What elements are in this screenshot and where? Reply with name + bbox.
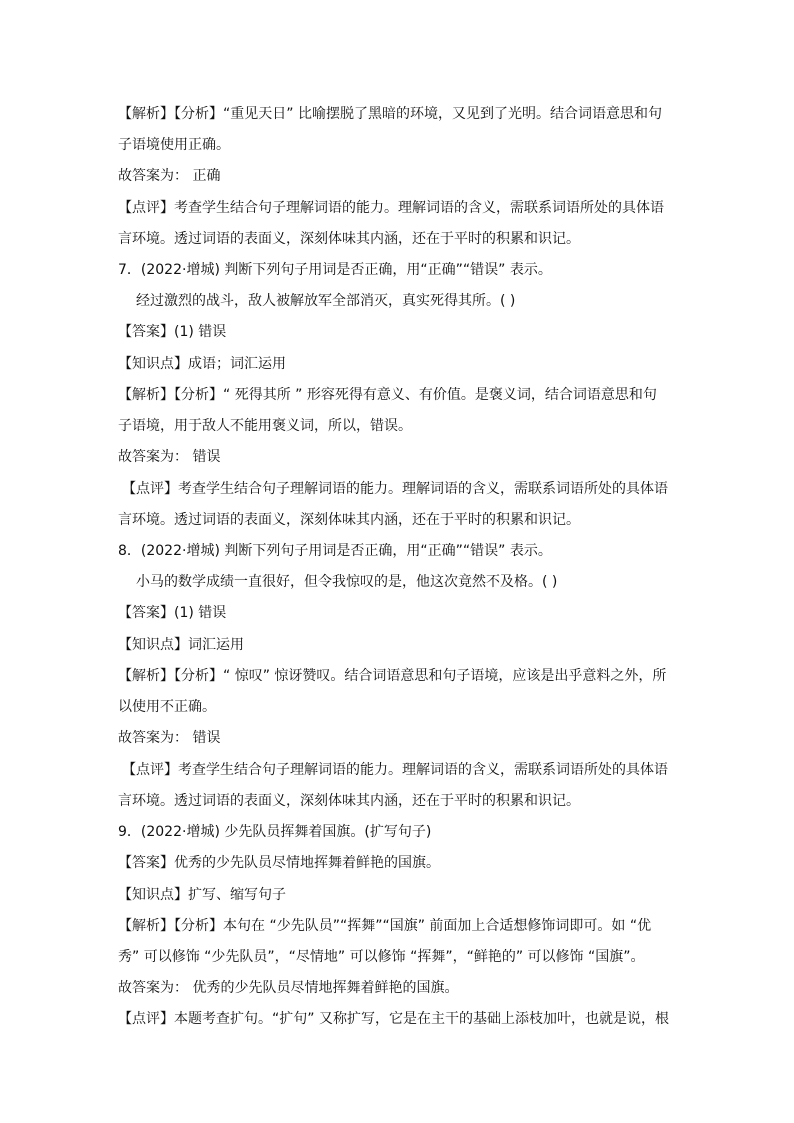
text-line: 【解析】【分析】“重见天日” 比喻摆脱了黑暗的环境，又见到了光明。结合词语意思和句 — [118, 106, 662, 122]
text-line: 故答案为： 正确 — [118, 168, 221, 184]
knowledge-point-line: 【知识点】扩写、缩写句子 — [118, 887, 286, 903]
knowledge-point-line: 【知识点】词汇运用 — [118, 637, 244, 653]
question-heading: 9．(2022·增城) 少先队员挥舞着国旗。(扩写句子) — [118, 824, 432, 840]
text-line: 【点评】考查学生结合句子理解词语的能力。理解词语的含义，需联系词语所处的具体语 — [122, 481, 668, 497]
text-line: 【解析】【分析】“ 惊叹” 惊讶赞叹。结合词语意思和句子语境，应该是出乎意料之外，所 — [118, 668, 667, 684]
text-line: 【点评】考查学生结合句子理解词语的能力。理解词语的含义，需联系词语所处的具体语 — [118, 200, 664, 216]
text-line: 言环境。透过词语的表面义，深刻体味其内涵，还在于平时的积累和识记。 — [118, 793, 580, 809]
answer-line: 【答案】(1) 错误 — [118, 324, 227, 340]
text-line: 以使用不正确。 — [118, 699, 216, 715]
question-sentence: 经过激烈的战斗，敌人被解放军全部消灭，真实死得其所。( ) — [136, 293, 516, 309]
text-line: 故答案为： 优秀的少先队员尽情地挥舞着鲜艳的国旗。 — [118, 980, 459, 996]
answer-line: 【答案】优秀的少先队员尽情地挥舞着鲜艳的国旗。 — [118, 855, 440, 871]
question-heading: 8．(2022·增城) 判断下列句子用词是否正确，用“正确”“错误” 表示。 — [118, 543, 552, 559]
text-line: 秀” 可以修饰 “少先队员”，“尽情地” 可以修饰 “挥舞”，“鲜艳的” 可以修饰 “国旗”。 — [118, 949, 645, 965]
knowledge-point-line: 【知识点】成语；词汇运用 — [118, 356, 286, 372]
question-heading: 7．(2022·增城) 判断下列句子用词是否正确，用“正确”“错误” 表示。 — [118, 262, 552, 278]
text-line: 子语境使用正确。 — [118, 137, 230, 153]
text-line: 子语境，用于敌人不能用褒义词，所以，错误。 — [118, 418, 412, 434]
text-line: 故答案为： 错误 — [118, 730, 221, 746]
text-line: 言环境。透过词语的表面义，深刻体味其内涵，还在于平时的积累和识记。 — [118, 512, 580, 528]
text-line: 【解析】【分析】“ 死得其所 ” 形容死得有意义、有价值。是褒义词，结合词语意思和句 — [118, 387, 657, 403]
text-line: 【点评】考查学生结合句子理解词语的能力。理解词语的含义，需联系词语所处的具体语 — [122, 762, 668, 778]
text-line: 【解析】【分析】本句在 “少先队员”“挥舞”“国旗” 前面加上合适想修饰词即可。如 “优 — [118, 918, 652, 934]
text-line: 故答案为： 错误 — [118, 449, 221, 465]
text-line: 【点评】本题考查扩句。“扩句” 又称扩写，它是在主干的基础上添枝加叶，也就是说，根 — [118, 1011, 669, 1027]
question-sentence: 小马的数学成绩一直很好，但令我惊叹的是，他这次竟然不及格。( ) — [136, 574, 558, 590]
answer-line: 【答案】(1) 错误 — [118, 605, 227, 621]
text-line: 言环境。透过词语的表面义，深刻体味其内涵，还在于平时的积累和识记。 — [118, 231, 580, 247]
